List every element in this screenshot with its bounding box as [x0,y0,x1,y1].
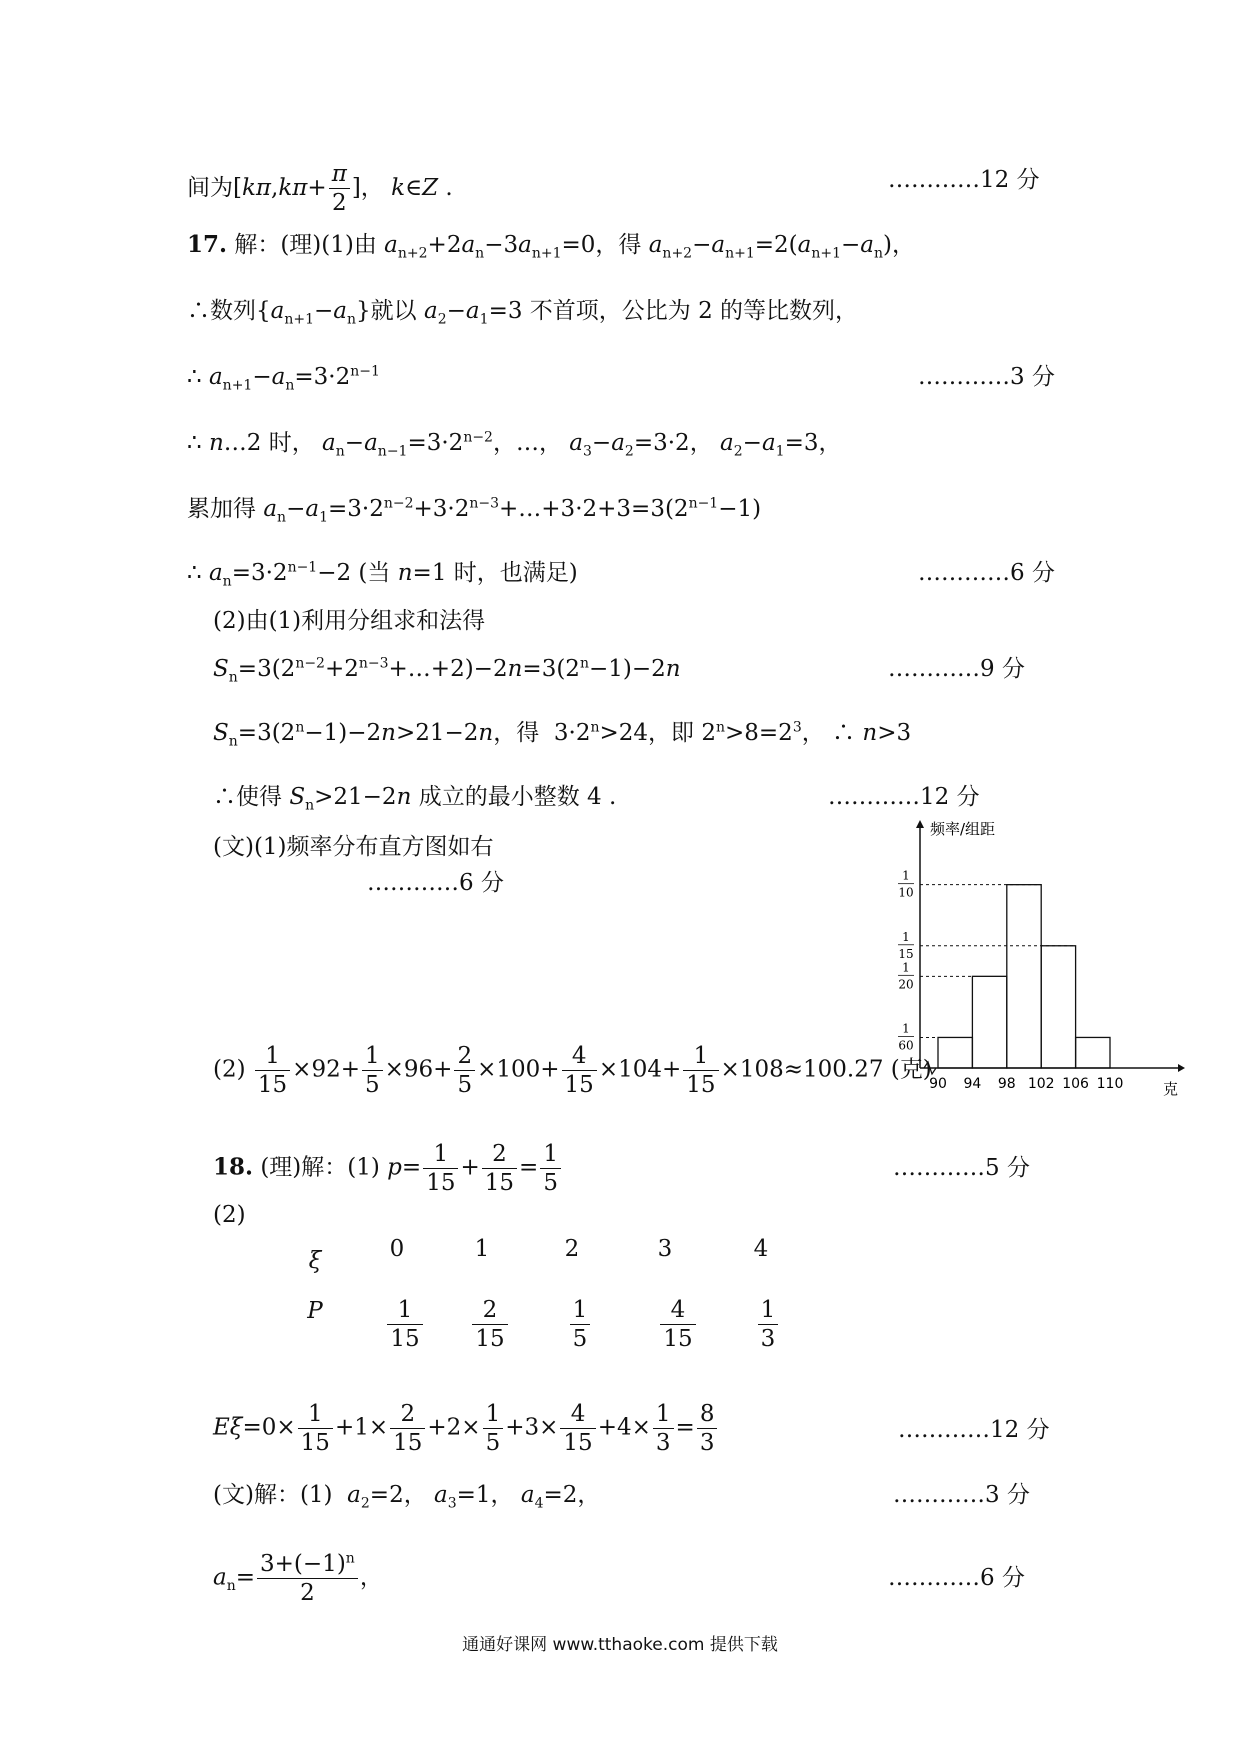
line-18-part2: (2) [213,1202,246,1228]
line-18-head: 18. (理)解：(1) p= $\frac{1}{15}$ + $\frac{2}{15}$ = $\frac{1}{5}$ [213,1140,563,1197]
p-value: $\frac{4}{15}$ [643,1296,713,1353]
xi-value: 4 [753,1236,769,1262]
line-17-min: ∴使得 $S_n>21-2n$ 成立的最小整数 4 . [213,784,617,814]
line-interval-text: 间为[kπ,kπ+ $\frac{\pi}{2}$ ]， k∈Z . [187,161,453,216]
line-wen-2: (2) $\frac{1}{15}$ ×92+ $\frac{1}{5}$ ×96+ $\frac{2}{5}$ ×100+ $\frac{4}{15}$ ×104+ $\frac{1}{15}$ ×108≈100.27 (克) [213,1043,932,1098]
histogram-bar [1076,1037,1110,1068]
score-6-c: …………6 分 [888,1565,1025,1591]
x-axis-arrow [1178,1064,1185,1072]
y-tick-numerator: 1 [902,929,910,944]
xi-value: 1 [474,1236,490,1262]
score-9: …………9 分 [888,656,1025,682]
x-tick-label: 106 [1062,1076,1089,1092]
y-tick-numerator: 1 [902,868,910,883]
x-tick-label: 94 [963,1076,982,1092]
p-label: P [307,1298,323,1324]
line-17-an: ∴ $a_n=3\cdot 2^{n-1}-2$ (当 n=1 时，也满足) [187,559,578,590]
xi-value: 3 [657,1236,673,1262]
histogram-bar [972,976,1006,1068]
frequency-histogram [895,818,1185,1103]
y-axis-title: 频率/组距 [930,820,996,838]
xi-label: ξ [308,1248,322,1274]
y-tick-denominator: 10 [898,885,914,900]
histogram-bar [1041,946,1075,1068]
line-wen-an: $a_n=$ $\frac{3+(-1)^n}{2}$ ， [213,1550,383,1606]
line-17-sn: $S_n=3(2^{n-2}+2^{n-3}+\dots+2)-2n=3(2^n-1)-2n$ [213,655,681,686]
xi-value: 0 [389,1236,405,1262]
p-value: $\frac{2}{15}$ [455,1296,525,1353]
x-tick-label: 110 [1096,1076,1124,1092]
line-interval [187,160,453,217]
x-tick-label: 98 [997,1076,1016,1092]
line-wen-1: (文)(1)频率分布直方图如右 [213,834,494,860]
p-value: $\frac{1}{15}$ [370,1296,440,1353]
y-tick-numerator: 1 [902,960,910,975]
line-wen-18: (文)解：(1) $a_2=2$， $a_3=1$， $a_4=2$， [213,1482,601,1512]
line-17-seq: ∴数列$\{a_{n+1}-a_n\}$就以 $a_2-a_1=3$ 不首项，公比为 2 的等比数列， [187,298,859,328]
y-axis-arrow [916,820,924,828]
histogram-bar [938,1037,972,1068]
footer-text: 通通好课网 www.tthaoke.com 提供下载 [462,1635,778,1655]
x-tick-label: 90 [929,1076,947,1092]
score-3-a: …………3 分 [918,364,1055,390]
y-tick-numerator: 1 [902,1021,910,1036]
x-tick-label: 102 [1027,1076,1055,1092]
score-12-c: …………12 分 [898,1417,1050,1443]
line-17-diff: ∴ $a_{n+1}-a_n=3\cdot 2^{n-1}$ [187,363,380,394]
xi-value: 2 [564,1236,580,1262]
p-value: $\frac{1}{3}$ [733,1296,803,1353]
x-axis-title: 克 [1163,1080,1179,1098]
score-3-b: …………3 分 [893,1482,1030,1508]
score-6-a: …………6 分 [918,560,1055,586]
line-17-ineq: $S_n=3(2^n-1)-2n>21-2n$，得 $3\cdot 2^n>24$，即 $2^n>8=2^3$， ∴ n>3 [213,719,912,750]
line-17-part2: (2)由(1)利用分组求和法得 [213,608,486,634]
histogram-bar [1007,885,1041,1068]
line-17-cases: ∴ n…2 时， $a_n-a_{n-1}=3\cdot 2^{n-2}$，…， $a_3-a_2=3\cdot 2$， $a_2-a_1=3$， [187,429,842,460]
score-12-a: …………12 分 [888,167,1040,193]
p-value: $\frac{1}{5}$ [545,1296,615,1353]
y-tick-denominator: 15 [898,946,914,961]
line-18-expect: Eξ=0× $\frac{1}{15}$ +1× $\frac{2}{15}$ +2× $\frac{1}{5}$ +3× $\frac{4}{15}$ +4× $\frac{1}{3}$ = $\frac{8}{3}$ [213,1400,719,1457]
y-tick-denominator: 20 [898,977,914,992]
score-6-b: …………6 分 [367,870,504,896]
score-12-b: …………12 分 [828,784,980,810]
line-17-sum: 累加得 $a_n-a_1=3\cdot 2^{n-2}+3\cdot 2^{n-3}+\dots+3\cdot 2+3=3(2^{n-1}-1)$ [187,495,762,526]
line-17-head: 17. 解：(理)(1)由 $a_{n+2}+2a_n-3a_{n+1}=0$，得 $a_{n+2}-a_{n+1}=2(a_{n+1}-a_n)$， [187,231,916,262]
score-5: …………5 分 [893,1155,1030,1181]
y-tick-denominator: 60 [898,1038,914,1053]
